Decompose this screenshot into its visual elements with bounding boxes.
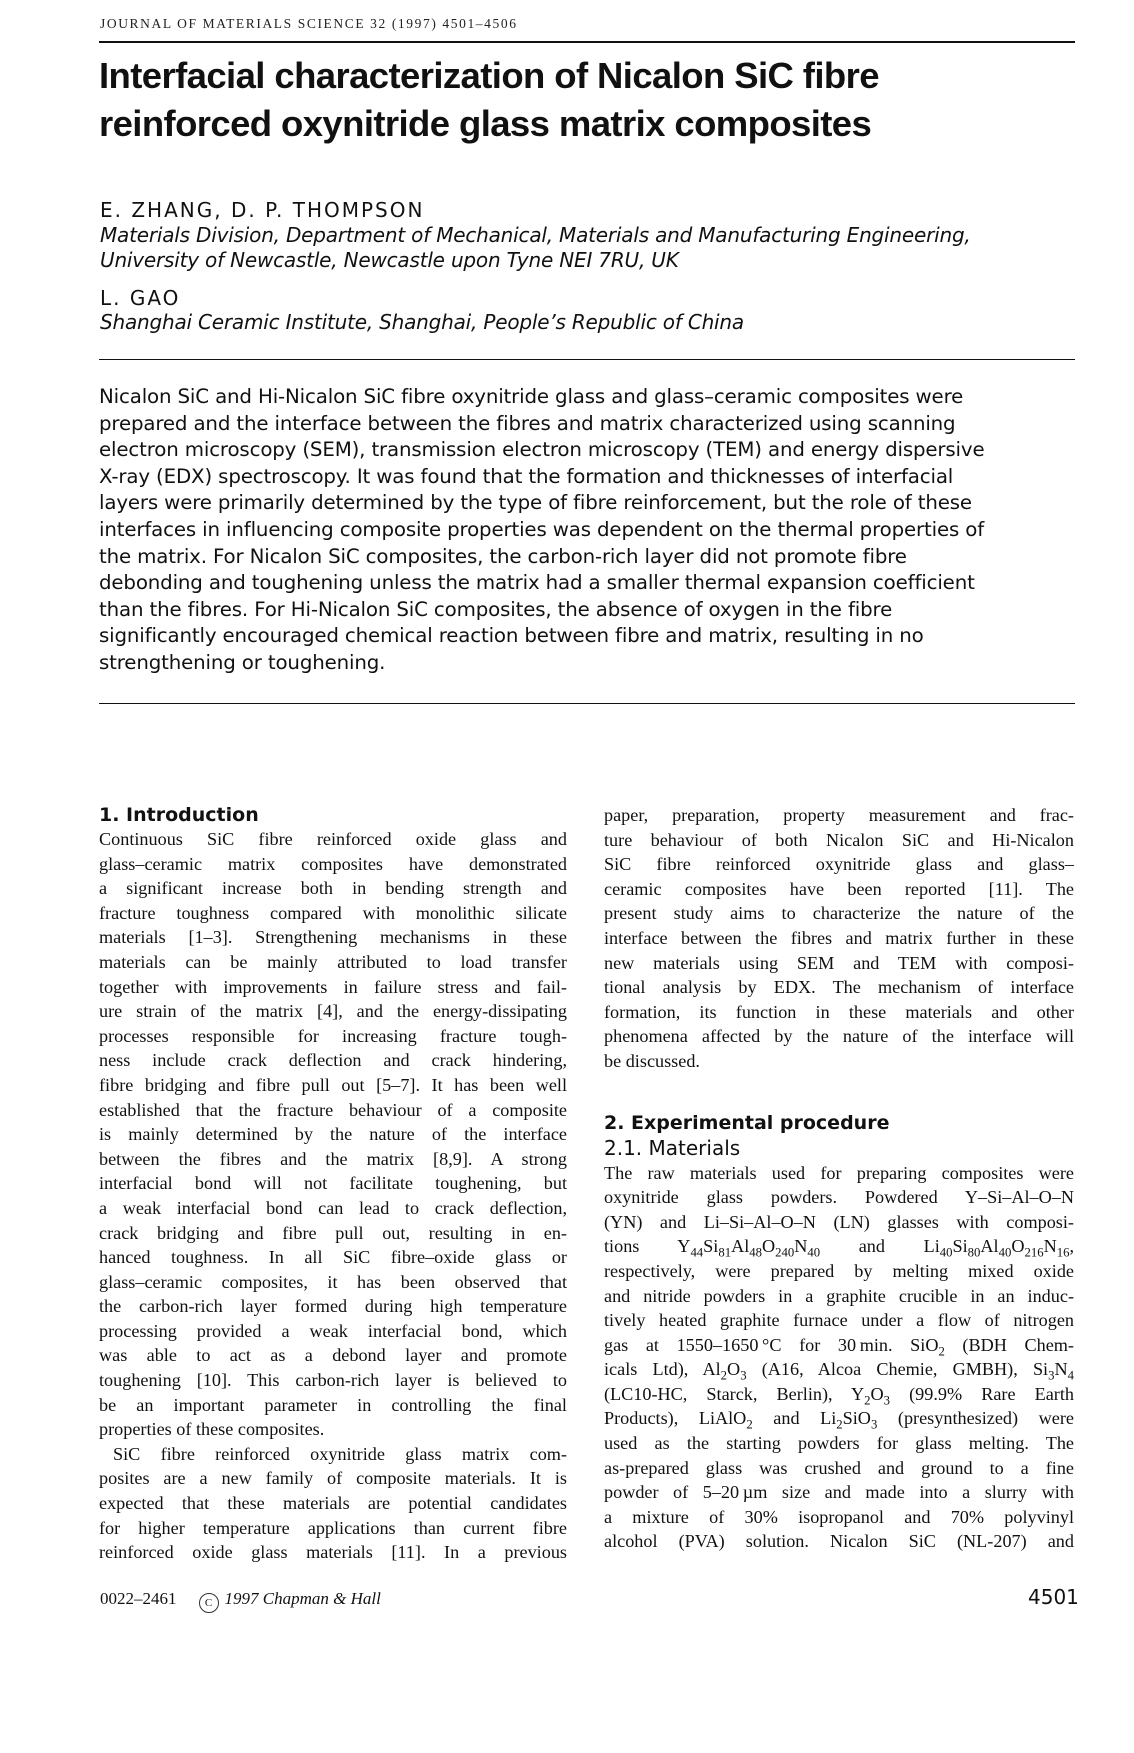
footer-publisher: 1997 Chapman & Hall	[224, 1589, 381, 1608]
body-line: be discussed.	[604, 1050, 700, 1071]
subscript: 240	[775, 1245, 795, 1260]
body-line: a mixture of 30% isopropanol and 70% polyvinyl	[604, 1506, 1074, 1527]
body-line: together with improvements in failure stress and fail-	[99, 976, 567, 997]
text-run: Al	[980, 1236, 999, 1257]
text-run: (LC10-HC, Starck, Berlin), Y	[604, 1383, 865, 1404]
subscript: 80	[967, 1245, 981, 1260]
body-line	[604, 1406, 1074, 1431]
body-line: and nitride powders in a graphite crucible in an induc-	[604, 1285, 1074, 1306]
body-line: expected that these materials are potential candidates	[99, 1493, 567, 1514]
subscript: 2	[746, 1418, 753, 1433]
subscript: 40	[807, 1245, 821, 1260]
body-line: a significant increase both in bending strength and	[99, 878, 567, 899]
text-run: (presynthesized) were	[877, 1408, 1074, 1429]
affiliation-line: University of Newcastle, Newcastle upon Tyne NEI 7RU, UK	[100, 248, 679, 272]
body-line: ceramic composites have been reported [11]. The	[604, 878, 1074, 899]
body-line: glass–ceramic matrix composites have demonstrated	[99, 853, 567, 874]
body-line: interface between the fibres and matrix further in these	[604, 927, 1074, 948]
body-line: (YN) and Li–Si–Al–O–N (LN) glasses with composi-	[604, 1211, 1074, 1232]
text-run: SiO	[842, 1408, 871, 1429]
body-line: ure strain of the matrix [4], and the energy-dissipating	[99, 1001, 567, 1022]
subscript: 16	[1056, 1245, 1070, 1260]
body-line	[604, 1382, 1074, 1407]
body-line: fibre bridging and fibre pull out [5–7]. It has been well	[99, 1074, 567, 1095]
article-title	[99, 52, 1059, 148]
body-line: was able to act as a debond layer and promote	[99, 1345, 567, 1366]
body-line: properties of these composites.	[99, 1419, 325, 1440]
body-line: The raw materials used for preparing composites were	[604, 1162, 1074, 1183]
author-affiliation	[100, 223, 971, 273]
text-run: Si	[952, 1236, 968, 1257]
subscript: 44	[690, 1245, 704, 1260]
abstract-line: debonding and toughening unless the matrix had a smaller thermal expansion coefficient	[99, 571, 975, 595]
text-run: (A16, Alcoa Chemie, GMBH), Si	[746, 1359, 1049, 1380]
body-line	[604, 1357, 1074, 1382]
footer-issn	[100, 1589, 381, 1613]
journal-header: JOURNAL OF MATERIALS SCIENCE 32 (1997) 4501–4506	[100, 16, 518, 31]
subscript: 4	[1067, 1368, 1074, 1383]
subscript: 2	[720, 1368, 728, 1383]
title-line: reinforced oxynitride glass matrix composites	[99, 103, 872, 144]
text-run: O	[1011, 1236, 1025, 1257]
body-line: SiC fibre reinforced oxynitride glass and glass–	[604, 854, 1074, 875]
body-line: posites are a new family of composite materials. It is	[99, 1468, 567, 1489]
body-line: crack bridging and fibre pull out, resulting in en-	[99, 1222, 567, 1243]
body-line: phenomena affected by the nature of the interface will	[604, 1026, 1074, 1047]
abstract	[99, 384, 1079, 677]
subscript: 3	[870, 1418, 878, 1433]
text-run: icals Ltd), Al	[604, 1359, 721, 1380]
title-line: Interfacial characterization of Nicalon SiC fibre	[99, 55, 879, 96]
abstract-line: Nicalon SiC and Hi-Nicalon SiC fibre oxynitride glass and glass–ceramic composites were	[99, 385, 964, 408]
body-line: fracture toughness compared with monolithic silicate	[99, 902, 567, 923]
body-line: used as the starting powders for glass melting. The	[604, 1433, 1074, 1454]
subscript: 2	[836, 1418, 843, 1433]
subscript: 40	[998, 1245, 1012, 1260]
body-line: established that the fracture behaviour of a composite	[99, 1099, 567, 1120]
body-line: ture behaviour of both Nicalon SiC and Hi-Nicalon	[604, 829, 1074, 850]
subscript: 216	[1024, 1245, 1044, 1260]
author-affiliation	[100, 310, 744, 335]
body-line	[604, 1333, 1074, 1358]
subscript: 40	[939, 1245, 953, 1260]
page-number: 4501	[1028, 1585, 1079, 1609]
left-column	[99, 803, 567, 1565]
abstract-line: significantly encouraged chemical reaction between fibre and matrix, resulting in no	[99, 624, 924, 648]
text-run: (BDH Chem-	[944, 1334, 1074, 1355]
text-run: tions Y	[604, 1236, 691, 1257]
text-run: and Li	[820, 1236, 940, 1257]
body-line: ness include crack deflection and crack hindering,	[99, 1050, 567, 1071]
subscript: 3	[740, 1368, 747, 1383]
body-line: new materials using SEM and TEM with composi-	[604, 952, 1074, 973]
body-line: the carbon-rich layer formed during high temperature	[99, 1296, 567, 1317]
abstract-top-rule	[99, 359, 1075, 360]
abstract-line: layers were primarily determined by the type of fibre reinforcement, but the role of these	[99, 491, 972, 515]
text-run: ,	[1069, 1236, 1074, 1257]
subscript: 81	[718, 1245, 732, 1260]
body-line: interfacial bond will not facilitate toughening, but	[99, 1173, 567, 1194]
subscript: 2	[938, 1344, 945, 1359]
body-line: materials [1–3]. Strengthening mechanisms in these	[99, 927, 567, 948]
body-line: hanced toughness. In all SiC fibre–oxide glass or	[99, 1247, 567, 1268]
subsection-heading-materials: 2.1. Materials	[604, 1135, 741, 1160]
abstract-line: strengthening or toughening.	[99, 650, 386, 674]
abstract-line: than the fibres. For Hi-Nicalon SiC composites, the absence of oxygen in the fibre	[99, 597, 893, 621]
body-line: processing provided a weak interfacial bond, which	[99, 1320, 567, 1341]
affiliation-line: Materials Division, Department of Mechanical, Materials and Manufacturing Engineering,	[100, 223, 971, 247]
abstract-bottom-rule	[99, 703, 1075, 704]
body-line: between the fibres and the matrix [8,9]. A strong	[99, 1148, 567, 1169]
text-run: O	[762, 1236, 776, 1257]
body-line: glass–ceramic composites, it has been observed that	[99, 1271, 567, 1292]
footer-code: 0022–2461	[100, 1589, 177, 1608]
body-line	[604, 1234, 1074, 1259]
body-line: toughening [10]. This carbon-rich layer is believed to	[99, 1370, 567, 1391]
body-line: paper, preparation, property measurement and frac-	[604, 805, 1074, 825]
body-line: SiC fibre reinforced oxynitride glass matrix com-	[113, 1443, 567, 1464]
body-line: present study aims to characterize the nature of the	[604, 903, 1074, 924]
section-gap	[604, 1074, 1074, 1111]
body-line: tively heated graphite furnace under a flow of nitrogen	[604, 1310, 1074, 1331]
subscript: 3	[883, 1393, 891, 1408]
text-run: Products), LiAlO	[604, 1408, 747, 1429]
body-line: reinforced oxide glass materials [11]. In a previous	[99, 1542, 567, 1563]
text-run: O	[870, 1383, 884, 1404]
section-heading-introduction: 1. Introduction	[99, 804, 259, 826]
text-run: N	[794, 1236, 808, 1257]
abstract-line: prepared and the interface between the fibres and matrix characterized using scanning	[99, 411, 956, 435]
affiliation-line: Shanghai Ceramic Institute, Shanghai, People’s Republic of China	[100, 310, 744, 334]
body-line: for higher temperature applications than current fibre	[99, 1517, 567, 1538]
right-column	[604, 803, 1074, 1554]
body-line: powder of 5–20 µm size and made into a slurry with	[604, 1482, 1074, 1503]
text-run: Al	[731, 1236, 750, 1257]
text-run: N	[1043, 1236, 1057, 1257]
section-heading-experimental: 2. Experimental procedure	[604, 1111, 890, 1134]
header-rule	[99, 41, 1075, 43]
author-names: E. ZHANG, D. P. THOMPSON	[100, 198, 425, 222]
body-line: is mainly determined by the nature of the interface	[99, 1124, 567, 1145]
body-line: as-prepared glass was crushed and ground to a fine	[604, 1457, 1074, 1478]
copyright-icon: C	[199, 1593, 219, 1613]
body-line: processes responsible for increasing fracture tough-	[99, 1025, 567, 1046]
abstract-line: X-ray (EDX) spectroscopy. It was found that the formation and thicknesses of interfacial	[99, 464, 954, 488]
body-line: materials can be mainly attributed to load transfer	[99, 951, 567, 972]
text-run: gas at 1550–1650 °C for 30 min. SiO	[604, 1334, 939, 1355]
text-run: O	[727, 1359, 741, 1380]
abstract-line: the matrix. For Nicalon SiC composites, the carbon-rich layer did not promote fibre	[99, 544, 907, 568]
body-line: tional analysis by EDX. The mechanism of interface	[604, 977, 1074, 998]
author-names: L. GAO	[100, 286, 181, 310]
subscript: 3	[1048, 1368, 1055, 1383]
text-run: Si	[703, 1236, 719, 1257]
body-line: a weak interfacial bond can lead to crack deflection,	[99, 1197, 567, 1218]
abstract-line: electron microscopy (SEM), transmission electron microscopy (TEM) and energy dispersive	[99, 438, 985, 462]
subscript: 48	[749, 1245, 762, 1260]
body-line: be an important parameter in controlling the final	[99, 1394, 567, 1415]
body-line: respectively, were prepared by melting mixed oxide	[604, 1260, 1074, 1281]
text-run: (99.9% Rare Earth	[890, 1383, 1074, 1404]
body-line: formation, its function in these materials and other	[604, 1001, 1074, 1022]
text-run: and Li	[752, 1408, 837, 1429]
body-line: oxynitride glass powders. Powdered Y–Si–Al–O–N	[604, 1187, 1074, 1208]
text-run: N	[1054, 1359, 1068, 1380]
body-line: Continuous SiC fibre reinforced oxide glass and	[99, 829, 567, 849]
subscript: 2	[864, 1393, 871, 1408]
abstract-line: interfaces in influencing composite properties was dependent on the thermal properties of	[99, 517, 985, 541]
body-line: alcohol (PVA) solution. Nicalon SiC (NL-207) and	[604, 1531, 1074, 1552]
